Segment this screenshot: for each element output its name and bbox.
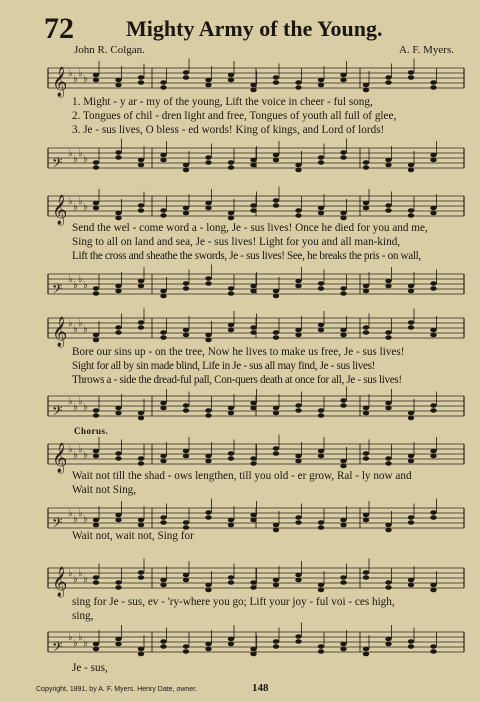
svg-text:♭: ♭	[78, 396, 83, 407]
svg-text:𝄞: 𝄞	[52, 195, 68, 225]
svg-text:♭: ♭	[83, 202, 88, 213]
composer-credit: A. F. Myers.	[398, 44, 454, 56]
svg-text:𝄢: 𝄢	[52, 155, 63, 174]
lyric-line: Wait not till the shad - ows lengthen, till you old - er grow, Ral - ly now and	[72, 470, 412, 482]
svg-text:♭: ♭	[73, 450, 78, 461]
svg-text:♭: ♭	[83, 514, 88, 525]
svg-text:♭: ♭	[68, 68, 73, 79]
svg-text:♭: ♭	[73, 202, 78, 213]
lyric-line: Sight for all by sin made blind, Life in Je - sus all may find, Je - sus lives!	[72, 360, 375, 372]
svg-text:♭: ♭	[83, 280, 88, 291]
lyric-line: Sing to all on land and sea, Je - sus lives! Light for you and all man-kind,	[72, 236, 401, 248]
svg-text:♭: ♭	[68, 318, 73, 329]
svg-text:♭: ♭	[83, 638, 88, 649]
bass-staff	[48, 624, 464, 662]
svg-text:♭: ♭	[68, 196, 73, 207]
svg-text:♭: ♭	[68, 568, 73, 579]
svg-text:♭: ♭	[78, 508, 83, 519]
svg-text:♭: ♭	[78, 68, 83, 79]
svg-text:♭: ♭	[73, 154, 78, 165]
bass-staff	[48, 388, 464, 426]
svg-text:♭: ♭	[68, 508, 73, 519]
svg-text:♭: ♭	[73, 638, 78, 649]
lyric-line: Lift the cross and sheathe the swords, Je - sus lives! See, he breaks the pris - on wall,	[72, 250, 421, 262]
svg-text:𝄞: 𝄞	[52, 443, 68, 473]
svg-text:𝄢: 𝄢	[52, 281, 63, 300]
lyricist-credit: John R. Colgan.	[74, 44, 145, 56]
treble-staff	[48, 310, 464, 348]
treble-staff	[48, 436, 464, 474]
hymn-number: 72	[44, 12, 74, 45]
svg-text:♭: ♭	[78, 568, 83, 579]
svg-text:♭: ♭	[78, 274, 83, 285]
svg-text:♭: ♭	[78, 444, 83, 455]
svg-text:𝄞: 𝄞	[52, 317, 68, 347]
bass-staff	[48, 266, 464, 304]
lyric-line: Je - sus,	[72, 662, 108, 674]
svg-text:♭: ♭	[68, 444, 73, 455]
lyric-line: sing,	[72, 610, 94, 622]
lyric-line: Bore our sins up - on the tree, Now he lives to make us free, Je - sus lives!	[72, 346, 405, 358]
svg-text:♭: ♭	[83, 450, 88, 461]
lyric-line: 3. Je - sus lives, O bless - ed words! King of kings, and Lord of lords!	[72, 124, 385, 136]
svg-text:♭: ♭	[83, 74, 88, 85]
chorus-label: Chorus.	[74, 426, 109, 436]
svg-text:♭: ♭	[83, 402, 88, 413]
svg-text:𝄢: 𝄢	[52, 515, 63, 534]
svg-text:𝄞: 𝄞	[52, 67, 68, 97]
page-number: 148	[252, 682, 269, 694]
svg-text:♭: ♭	[78, 148, 83, 159]
svg-text:♭: ♭	[68, 148, 73, 159]
bass-staff	[48, 140, 464, 178]
svg-text:♭: ♭	[78, 318, 83, 329]
svg-text:♭: ♭	[73, 574, 78, 585]
svg-text:♭: ♭	[83, 154, 88, 165]
svg-text:♭: ♭	[73, 514, 78, 525]
lyric-line: 2. Tongues of chil - dren light and free, Tongues of youth all full of glee,	[72, 110, 397, 122]
svg-text:♭: ♭	[73, 324, 78, 335]
hymn-title: Mighty Army of the Young.	[126, 16, 383, 41]
svg-text:♭: ♭	[78, 196, 83, 207]
svg-text:♭: ♭	[68, 396, 73, 407]
lyric-line: Wait not, wait not, Sing for	[72, 530, 194, 542]
svg-text:𝄞: 𝄞	[52, 567, 68, 597]
svg-text:♭: ♭	[83, 324, 88, 335]
treble-staff	[48, 560, 464, 598]
svg-text:♭: ♭	[78, 632, 83, 643]
svg-text:♭: ♭	[73, 74, 78, 85]
svg-text:♭: ♭	[73, 402, 78, 413]
lyric-line: Send the wel - come word a - long, Je - sus lives! Once he died for you and me,	[72, 222, 428, 234]
treble-staff	[48, 60, 464, 98]
svg-text:𝄢: 𝄢	[52, 403, 63, 422]
svg-text:♭: ♭	[83, 574, 88, 585]
svg-text:♭: ♭	[68, 274, 73, 285]
lyric-line: 1. Might - y ar - my of the young, Lift the voice in cheer - ful song,	[72, 96, 373, 108]
copyright-notice: Copyright, 1891, by A. F. Myers. Henry Date, owner.	[36, 686, 198, 693]
lyric-line: Wait not Sing,	[72, 484, 137, 496]
lyric-line: sing for Je - sus, ev - 'ry-where you go; Lift your joy - ful voi - ces high,	[72, 596, 395, 608]
lyric-line: Throws a - side the dread-ful pall, Con-quers death at once for all, Je - sus lives!	[72, 374, 402, 386]
treble-staff	[48, 188, 464, 226]
svg-text:𝄢: 𝄢	[52, 639, 63, 658]
svg-text:♭: ♭	[73, 280, 78, 291]
svg-text:♭: ♭	[68, 632, 73, 643]
